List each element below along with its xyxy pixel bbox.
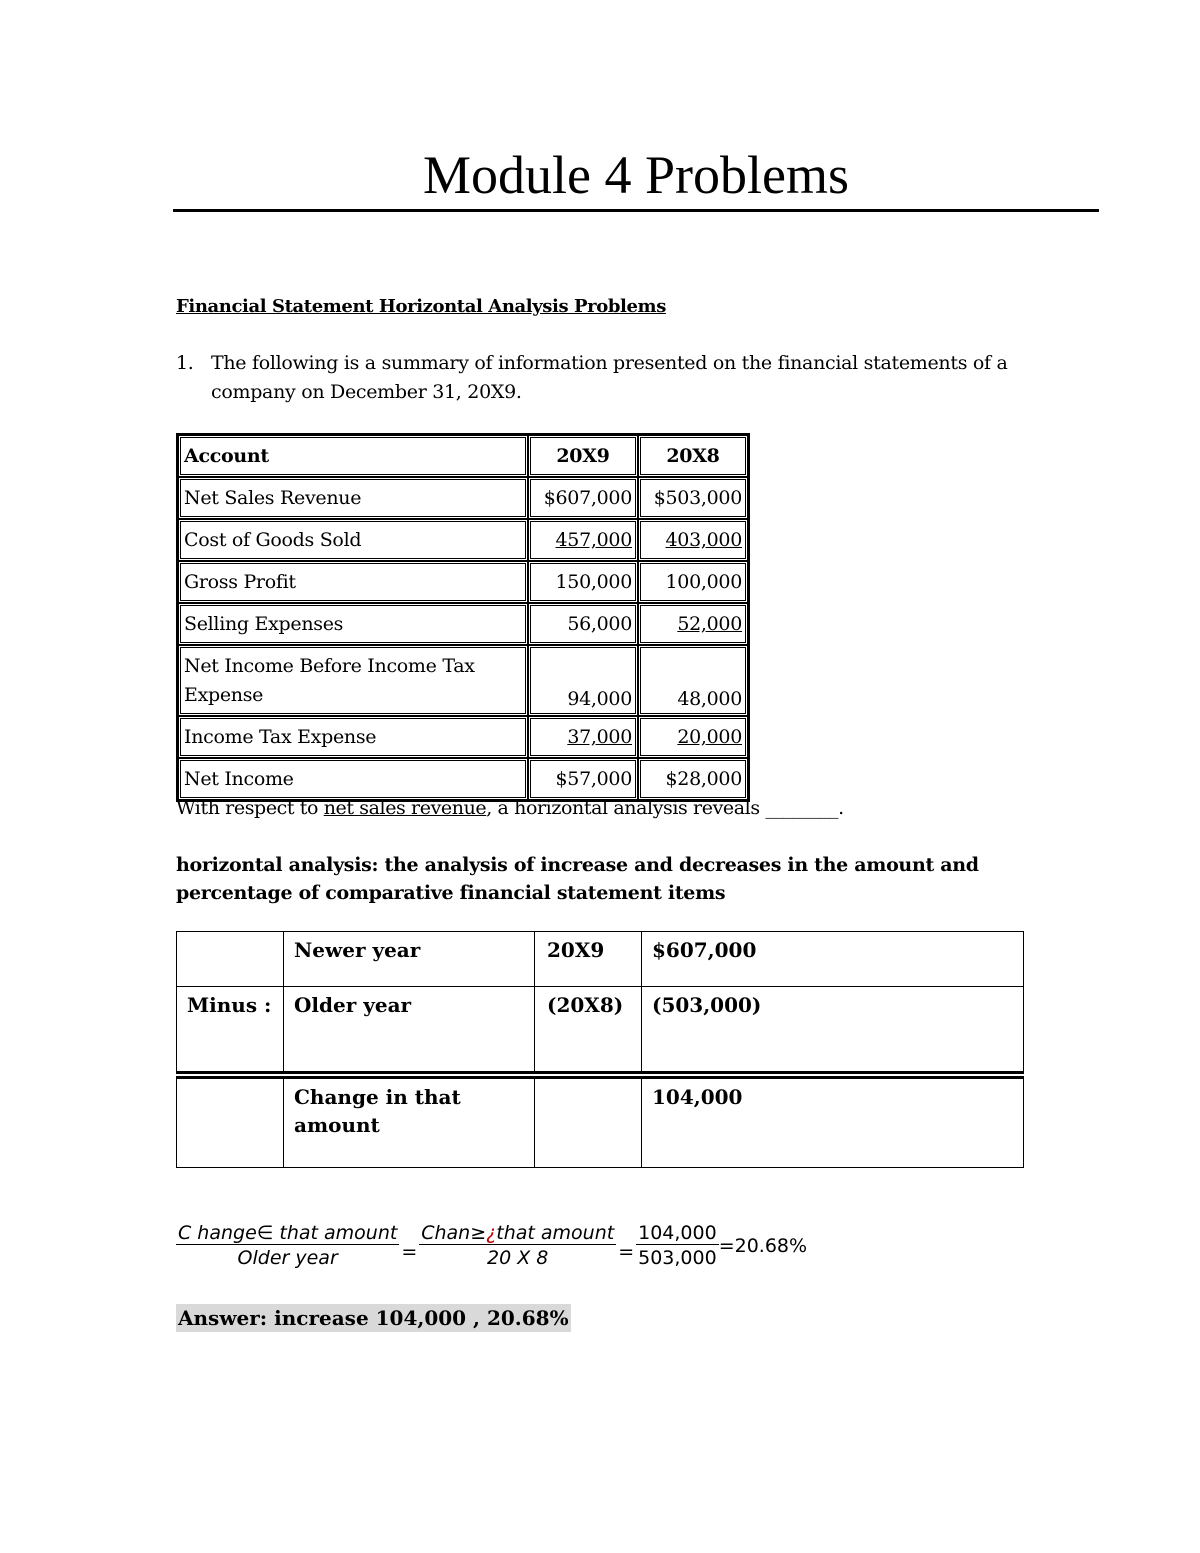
net-sales-revenue-term: net sales revenue [323, 797, 487, 819]
value-cell: 403,000 [665, 529, 742, 551]
table-header-row [178, 435, 748, 477]
calc-cell: Minus : [177, 987, 284, 1076]
section-heading: Financial Statement Horizontal Analysis Problems [176, 296, 666, 317]
calc-cell: 20X9 [535, 932, 642, 987]
reveal-sentence [176, 797, 844, 819]
value-cell: 52,000 [677, 613, 742, 635]
table-row [178, 477, 748, 519]
account-cell: Net Income Before Income Tax Expense [178, 645, 528, 716]
calc-cell: $607,000 [642, 932, 1024, 987]
value-cell: 37,000 [567, 726, 632, 748]
calc-cell [535, 1075, 642, 1168]
table-row [178, 561, 748, 603]
definition-text: the analysis of increase and decreases in the amount and percentage of comparative financial statement items [176, 854, 979, 904]
fraction-2-numerator [419, 1222, 616, 1245]
formula-result: =20.68% [718, 1234, 808, 1257]
answer: Answer: increase 104,000 , 20.68% [178, 1306, 569, 1330]
title-rule [173, 209, 1099, 212]
table-row [177, 932, 1024, 987]
fraction-2 [419, 1222, 616, 1269]
account-cell: Net Sales Revenue [178, 477, 528, 519]
value-cell: 20,000 [677, 726, 742, 748]
account-cell: Cost of Goods Sold [178, 519, 528, 561]
calc-cell: (20X8) [535, 987, 642, 1076]
fraction-3-numerator: 104,000 [638, 1222, 717, 1244]
question-text: The following is a summary of information presented on the financial statements of a company on December 31, 20X9. [211, 352, 1008, 403]
calc-cell: Newer year [284, 932, 535, 987]
fraction-3-denominator: 503,000 [638, 1247, 717, 1269]
header-20x9: 20X9 [528, 435, 638, 477]
table-row [178, 519, 748, 561]
calc-cell: Change in that amount [284, 1075, 535, 1168]
value-cell: 100,000 [638, 561, 748, 603]
table-row [178, 603, 748, 645]
financial-summary-table [176, 433, 750, 802]
table-row [178, 716, 748, 758]
value-cell: 457,000 [555, 529, 632, 551]
account-cell: Net Income [178, 758, 528, 800]
calc-cell: Older year [284, 987, 535, 1076]
reveal-after: , a horizontal analysis reveals ________. [486, 797, 844, 819]
value-cell: $607,000 [528, 477, 638, 519]
calc-cell [177, 1075, 284, 1168]
value-cell: 56,000 [528, 603, 638, 645]
equals-sign: = [401, 1240, 418, 1263]
fraction-2-denominator: 20 X 8 [487, 1247, 549, 1269]
value-cell: 48,000 [638, 645, 748, 716]
table-row [177, 1075, 1024, 1168]
table-row [178, 758, 748, 800]
account-cell: Gross Profit [178, 561, 528, 603]
value-cell: $503,000 [638, 477, 748, 519]
calculation-table [176, 931, 1024, 1168]
header-account: Account [178, 435, 528, 477]
equals-sign: = [618, 1240, 635, 1263]
reveal-before: With respect to [176, 797, 324, 819]
fraction-2-num-b: ¿ [486, 1222, 497, 1244]
table-row [178, 645, 748, 716]
account-cell: Income Tax Expense [178, 716, 528, 758]
calc-cell [177, 932, 284, 987]
fraction-2-num-c: that amount [496, 1222, 615, 1244]
account-cell: Selling Expenses [178, 603, 528, 645]
fraction-1 [176, 1222, 399, 1269]
value-cell: $28,000 [638, 758, 748, 800]
calc-cell: (503,000) [642, 987, 1024, 1076]
calc-cell: 104,000 [642, 1075, 1024, 1168]
question-number: 1. [176, 352, 194, 374]
page-title: Module 4 Problems [423, 145, 849, 205]
value-cell: 150,000 [528, 561, 638, 603]
fraction-2-num-a: Chan≥ [421, 1222, 487, 1244]
fraction-3 [636, 1222, 719, 1269]
percentage-formula [176, 1222, 807, 1269]
value-cell: 94,000 [528, 645, 638, 716]
value-cell: $57,000 [528, 758, 638, 800]
fraction-1-denominator: Older year [237, 1247, 338, 1269]
definition-term: horizontal analysis: [176, 854, 379, 876]
table-row [177, 987, 1024, 1076]
header-20x8: 20X8 [638, 435, 748, 477]
definition [176, 851, 1046, 907]
fraction-1-numerator: C hange∈ that amount [178, 1222, 398, 1244]
